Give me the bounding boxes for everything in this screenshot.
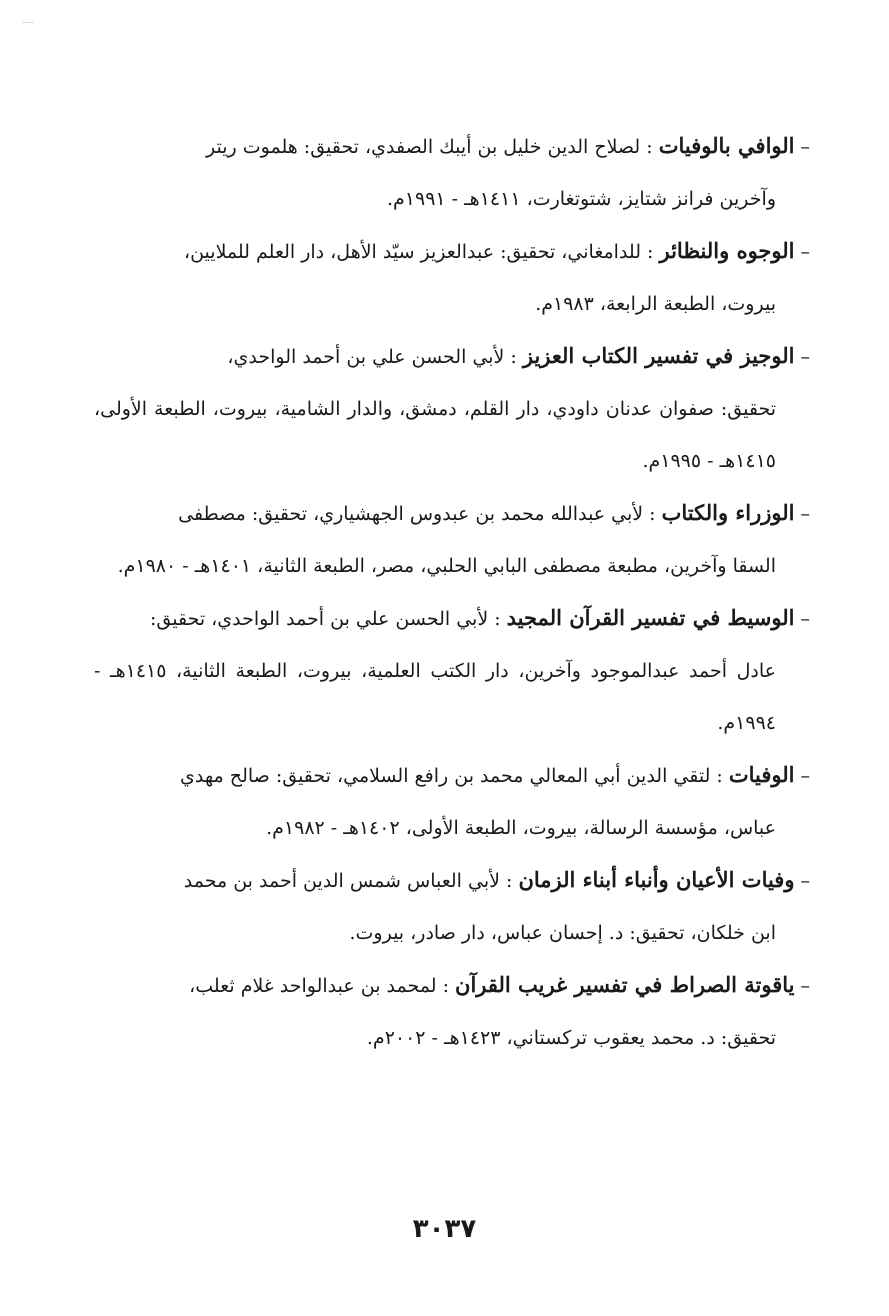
entry-dash: – xyxy=(800,870,810,892)
bibliography-entry xyxy=(94,592,810,749)
entry-details: : لأبي الحسن علي بن أحمد الواحدي، تحقيق: xyxy=(149,608,501,630)
scan-mark xyxy=(22,22,34,23)
entry-title: الوافي بالوفيات xyxy=(658,133,795,158)
bibliography-entry xyxy=(94,854,810,959)
entry-continuation: السقا وآخرين، مطبعة مصطفى البابي الحلبي، مصر، الطبعة الثانية، ١٤٠١هـ - ١٩٨٠م. xyxy=(117,555,776,577)
bibliography-entry xyxy=(94,120,810,225)
entry-dash: – xyxy=(800,503,810,525)
entry-title: الوزراء والكتاب xyxy=(661,500,795,525)
entry-dash: – xyxy=(800,608,810,630)
entry-continuation: وآخرين فرانز شتايز، شتوتغارت، ١٤١١هـ - ١٩٩١م. xyxy=(386,188,776,210)
entry-continuation: تحقيق: صفوان عدنان داودي، دار القلم، دمشق، والدار الشامية، بيروت، الطبعة الأولى، ١٤١٥هـ - ١٩٩٥م. xyxy=(94,398,776,472)
entry-title: الوجوه والنظائر xyxy=(659,238,795,263)
bibliography-entry xyxy=(94,959,810,1064)
entry-details: : لتقي الدين أبي المعالي محمد بن رافع السلامي، تحقيق: صالح مهدي xyxy=(179,765,723,787)
entry-title: وفيات الأعيان وأنباء أبناء الزمان xyxy=(518,867,795,892)
bibliography-entry xyxy=(94,330,810,487)
page-number: ٣٠٣٧ xyxy=(412,1214,477,1244)
entry-dash: – xyxy=(800,346,810,368)
entry-dash: – xyxy=(800,241,810,263)
entry-details: : للدامغاني، تحقيق: عبدالعزيز سيّد الأهل، دار العلم للملايين، xyxy=(183,241,654,263)
entry-details: : لمحمد بن عبدالواحد غلام ثعلب، xyxy=(189,975,449,997)
entry-continuation: عباس، مؤسسة الرسالة، بيروت، الطبعة الأولى، ١٤٠٢هـ - ١٩٨٢م. xyxy=(266,817,776,839)
entry-continuation: ابن خلكان، تحقيق: د. إحسان عباس، دار صادر، بيروت. xyxy=(349,922,776,944)
entry-title: الوجيز في تفسير الكتاب العزيز xyxy=(522,343,795,368)
entry-continuation: بيروت، الطبعة الرابعة، ١٩٨٣م. xyxy=(535,293,776,315)
bibliography-list xyxy=(94,120,810,1064)
entry-dash: – xyxy=(800,975,810,997)
bibliography-entry xyxy=(94,225,810,330)
entry-continuation: تحقيق: د. محمد يعقوب تركستاني، ١٤٢٣هـ - ٢٠٠٢م. xyxy=(366,1027,776,1049)
entry-title: الوسيط في تفسير القرآن المجيد xyxy=(506,605,795,630)
entry-title: ياقوتة الصراط في تفسير غريب القرآن xyxy=(455,972,795,997)
entry-details: : لصلاح الدين خليل بن أيبك الصفدي، تحقيق: هلموت ريتر xyxy=(206,136,653,158)
bibliography-entry xyxy=(94,487,810,592)
entry-details: : لأبي العباس شمس الدين أحمد بن محمد xyxy=(183,870,513,892)
entry-continuation: عادل أحمد عبدالموجود وآخرين، دار الكتب العلمية، بيروت، الطبعة الثانية، ١٤١٥هـ - ١٩٩٤م. xyxy=(94,660,776,734)
entry-dash: – xyxy=(800,765,810,787)
entry-details: : لأبي عبدالله محمد بن عبدوس الجهشياري، تحقيق: مصطفى xyxy=(178,503,656,525)
entry-details: : لأبي الحسن علي بن أحمد الواحدي، xyxy=(227,346,517,368)
entry-title: الوفيات xyxy=(728,762,795,787)
entry-dash: – xyxy=(800,136,810,158)
bibliography-entry xyxy=(94,749,810,854)
